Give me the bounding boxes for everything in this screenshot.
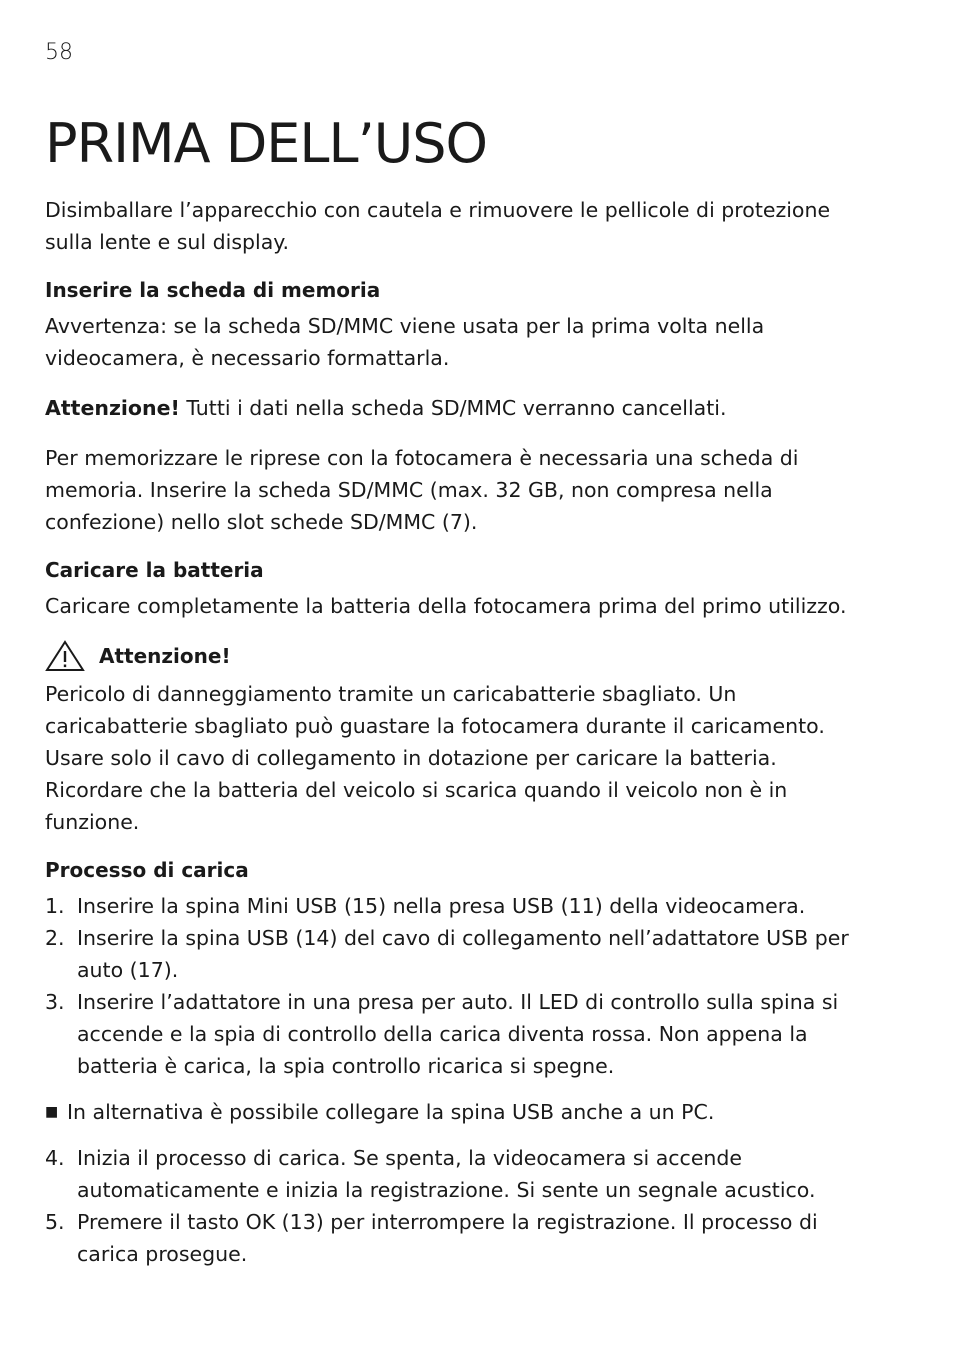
attention-label: Attenzione! <box>45 396 180 420</box>
step-number: 1. <box>45 894 65 918</box>
step-number: 5. <box>45 1210 65 1234</box>
list-item <box>45 922 875 986</box>
list-item <box>45 1142 875 1206</box>
battery-section <box>45 556 875 622</box>
memory-note: Avvertenza: se la scheda SD/MMC viene usata per la prima volta nella videocamera, è necessario formattarla. <box>45 314 765 370</box>
memory-section <box>45 276 875 538</box>
memory-attention <box>45 392 875 424</box>
battery-body: Caricare completamente la batteria della fotocamera prima del primo utilizzo. <box>45 594 847 618</box>
battery-heading: Caricare la batteria <box>45 558 264 582</box>
square-bullet-icon: ■ <box>45 1104 59 1120</box>
warning-body: Pericolo di danneggiamento tramite un caricabatterie sbagliato. Un caricabatterie sbagliato può guastare la fotocamera durante il caricamento. Usare solo il cavo di collegamento in dotazione per caricare la batteria. <box>45 682 825 770</box>
step-number: 3. <box>45 990 65 1014</box>
attention-text: Tutti i dati nella scheda SD/MMC verranno cancellati. <box>179 396 727 420</box>
warning-triangle-icon <box>45 640 85 672</box>
step-text: Premere il tasto OK (13) per interrompere la registrazione. Il processo di carica prosegue. <box>77 1210 818 1266</box>
warning-section <box>45 640 875 838</box>
hint-text: In alternativa è possibile collegare la spina USB anche a un PC. <box>67 1100 715 1124</box>
step-number: 2. <box>45 926 65 950</box>
list-item <box>45 986 875 1082</box>
page-number: 58 <box>45 40 73 65</box>
memory-heading: Inserire la scheda di memoria <box>45 278 381 302</box>
memory-body: Per memorizzare le riprese con la fotocamera è necessaria una scheda di memoria. Inserire la scheda SD/MMC (max. 32 GB, non compresa nella confezione) nello slot schede SD/MMC (7). <box>45 446 799 534</box>
step-text: Inizia il processo di carica. Se spenta, la videocamera si accende automaticamente e inizia la registrazione. Si sente un segnale acustico. <box>77 1146 816 1202</box>
step-text: Inserire la spina Mini USB (15) nella presa USB (11) della videocamera. <box>77 894 806 918</box>
main-content <box>45 194 875 1270</box>
warning-body-2: Ricordare che la batteria del veicolo si scarica quando il veicolo non è in funzione. <box>45 778 788 834</box>
charging-steps-b <box>45 1142 875 1270</box>
charging-steps-a <box>45 890 875 1082</box>
warning-heading: Attenzione! <box>99 644 231 668</box>
intro-paragraph: Disimballare l’apparecchio con cautela e rimuovere le pellicole di protezione sulla lente e sul display. <box>45 198 831 254</box>
charging-heading: Processo di carica <box>45 858 249 882</box>
list-item <box>45 1206 875 1270</box>
step-text: Inserire l’adattatore in una presa per auto. Il LED di controllo sulla spina si accende e la spia di controllo della carica diventa rossa. Non appena la batteria è carica, la spia controllo ricarica si spegne. <box>77 990 839 1078</box>
step-text: Inserire la spina USB (14) del cavo di collegamento nell’adattatore USB per auto (17). <box>77 926 849 982</box>
charging-section <box>45 856 875 1270</box>
page-title: PRIMA DELL’USO <box>45 112 488 175</box>
list-item <box>45 890 875 922</box>
hint-item <box>45 1096 875 1128</box>
warning-header <box>45 640 875 672</box>
step-number: 4. <box>45 1146 65 1170</box>
